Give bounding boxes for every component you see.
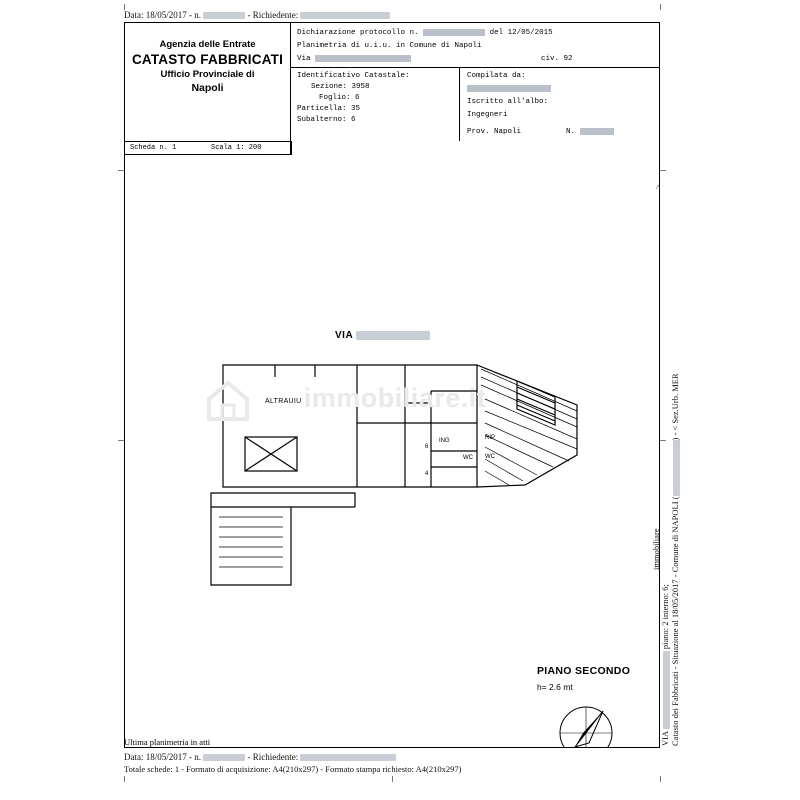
declaration-block	[291, 23, 659, 141]
planimetry-sheet	[124, 22, 660, 748]
particella-label: Particella:	[297, 105, 347, 113]
declaration-line-3	[297, 54, 411, 65]
redacted-albo-number	[580, 128, 614, 135]
num-label: N.	[566, 128, 576, 136]
scheda-number: Scheda n. 1	[130, 144, 177, 152]
identificativo-catastale	[297, 71, 410, 126]
declaration-protocol-label: Dichiarazione protocollo n.	[297, 29, 419, 37]
sezione-value: 3958	[351, 83, 370, 91]
floor-label: PIANO SECONDO	[537, 665, 631, 677]
office-city: Napoli	[191, 82, 224, 94]
redacted-number-bottom	[203, 754, 245, 761]
rail-main-caption	[670, 373, 680, 746]
crop-mark	[118, 170, 124, 171]
identificativo-title: Identificativo Catastale:	[297, 72, 410, 80]
crop-mark	[660, 4, 661, 10]
meta-top-requester: - Richiedente:	[245, 10, 301, 20]
compilata-name	[467, 84, 614, 95]
rail-main-text: Catasto dei Fabbricati - Situazione al 18/05/2017 - Comune di NAPOLI (	[670, 496, 680, 746]
room-label-4: 4	[425, 471, 429, 477]
redacted-protocol	[423, 29, 485, 36]
header-divider	[291, 67, 659, 68]
particella-value: 35	[351, 105, 361, 113]
declaration-del-label: del	[489, 29, 504, 37]
declaration-date: 12/05/2015	[507, 29, 553, 37]
identificativo-row	[297, 82, 410, 93]
crop-mark	[124, 4, 125, 10]
room-label-altrauiu: ALTRAUIU	[265, 398, 302, 405]
sezione-label: Sezione:	[311, 83, 348, 91]
floor-height-label: h= 2.6 mt	[537, 682, 573, 692]
redacted-via-name	[356, 331, 430, 340]
room-label-6: 6	[425, 444, 429, 450]
rail-main-tail: ) - < Sez.Urb. MER	[670, 373, 680, 441]
agency-block	[125, 23, 291, 141]
prov-label: Prov. Napoli	[467, 128, 522, 136]
meta-top-date: Data: 18/05/2017 - n.	[124, 10, 204, 20]
crop-mark	[660, 776, 661, 782]
via-text: VIA	[335, 330, 353, 341]
subalterno-value: 6	[351, 116, 356, 124]
identificativo-row	[297, 104, 410, 115]
redacted-number	[203, 12, 245, 19]
foglio-value: 6	[355, 94, 360, 102]
prov-row	[467, 127, 614, 138]
catasto-title: CATASTO FABBRICATI	[131, 52, 284, 67]
compilata-title: Compilata da:	[467, 72, 526, 80]
civic-number: civ. 92	[541, 55, 573, 63]
crop-mark	[118, 440, 124, 441]
room-label-rip: RIP	[485, 435, 496, 441]
office-label: Ufficio Provinciale di	[160, 69, 255, 80]
north-arrow-icon	[553, 703, 619, 747]
ultima-planimetria-note: Ultima planimetria in atti	[124, 737, 211, 747]
room-label-wc-2: WC	[485, 454, 495, 460]
declaration-line-1	[297, 28, 553, 39]
rail-floor-info: piano: 2 interno: 6;	[660, 584, 670, 650]
document-meta-top	[124, 10, 390, 20]
albo-value: Ingegneri	[467, 111, 508, 119]
floorplan-canvas	[125, 155, 659, 747]
identificativo-row	[297, 93, 410, 104]
crop-mark	[660, 440, 666, 441]
document-meta-bottom	[124, 752, 396, 762]
albo-label: Iscritto all'albo:	[467, 98, 549, 106]
watermark-text: immobiliare.it	[303, 383, 487, 413]
redacted-street	[315, 55, 411, 62]
redacted-rail-street	[663, 651, 670, 729]
foglio-label: Foglio:	[319, 94, 351, 102]
drawing-via-label	[335, 330, 430, 341]
identificativo-row	[297, 115, 410, 126]
meta-bottom-requester-label: - Richiedente:	[245, 752, 301, 762]
document-totals-line: Totale schede: 1 - Formato di acquisizione: A4(210x297) - Formato stampa richiesto: A4(210x297)	[124, 764, 462, 774]
caret-icon: ^	[656, 183, 661, 193]
meta-bottom-date: Data: 18/05/2017 - n.	[124, 752, 204, 762]
header-column-line	[291, 141, 292, 155]
declaration-line-2: Planimetria di u.i.u. in Comune di Napoli	[297, 42, 482, 50]
vertical-caption-rail	[648, 150, 678, 750]
rail-via-label: VIA	[660, 731, 670, 746]
room-label-ing: ING	[439, 438, 450, 444]
floorplan-drawing	[125, 155, 659, 747]
via-label: Via	[297, 55, 311, 63]
room-label-wc-1: WC	[463, 455, 473, 461]
redacted-compiler	[467, 85, 551, 92]
crop-mark	[660, 170, 666, 171]
header-vertical-divider	[459, 67, 460, 141]
scala-value: Scala 1: 200	[211, 144, 262, 152]
compilata-da-block	[467, 71, 614, 140]
crop-mark	[124, 776, 125, 782]
rail-watermark: immobiliare	[651, 528, 661, 570]
redacted-requester-bottom	[300, 754, 396, 761]
sheet-header	[125, 23, 659, 152]
redacted-requester	[300, 12, 390, 19]
agency-name: Agenzia delle Entrate	[159, 39, 256, 50]
rail-sub-caption	[660, 584, 670, 746]
crop-mark	[392, 776, 393, 782]
subalterno-label: Subalterno:	[297, 116, 347, 124]
scheda-bar	[125, 141, 291, 155]
redacted-rail-code	[673, 440, 680, 496]
